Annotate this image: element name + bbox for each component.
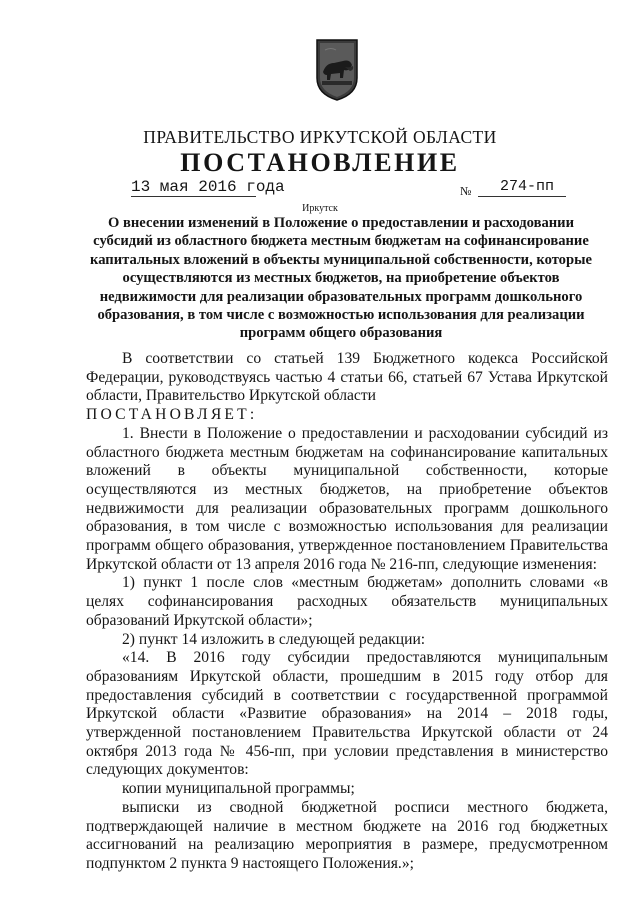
resolves-heading: ПОСТАНОВЛЯЕТ: [86,406,258,424]
document-type-heading: ПОСТАНОВЛЕНИЕ [180,148,460,177]
document-list-item-2: выписки из сводной бюджетной росписи местного бюджета, подтверждающей наличие в местном бюджете на 2016 год бюджетных ассигнований на реализацию мероприятия в размере, предусмотренном подпунктом 2 пункта 9 настоящего Положения.»; [86,798,608,872]
document-date: 13 мая 2016 года [131,178,285,196]
item-1-2-paragraph: 2) пункт 14 изложить в следующей редакции: [122,630,426,648]
preamble-paragraph: В соответствии со статьей 139 Бюджетного кодекса Российской Федерации, руководствуясь частью 4 статьи 66, статьей 67 Устава Иркутской области, Правительство Иркутской области [86,350,608,405]
item-1-paragraph: 1. Внести в Положение о предоставлении и расходовании субсидий из областного бюджета местным бюджетам на софинансирование капитальных вложений в объекты муниципальной собственности, которые осуществляются из местных бюджетов, на приобретение объектов недвижимости для реализации образовательных программ дошкольного образования, в том числе с возможностью использования для реализации программ общего образования, утвержденное постановлением Правительства Иркутской области от 13 апреля 2016 года № 216-пп, следующие изменения: [86,424,608,573]
item-1-1-paragraph: 1) пункт 1 после слов «местным бюджетам» дополнить словами «в целях софинансирования расходных обязательств муниципальных образований Иркутской области»; [86,574,608,629]
date-underline [131,196,256,197]
city-name: Иркутск [302,203,338,214]
government-name: ПРАВИТЕЛЬСТВО ИРКУТСКОЙ ОБЛАСТИ [143,127,497,147]
document-list-item-1: копии муниципальной программы; [122,780,355,798]
number-underline [478,196,566,197]
document-body [86,350,608,874]
document-number: 274-пп [500,178,555,195]
number-sign: № [460,184,472,198]
irkutsk-coat-of-arms-icon [314,38,360,102]
clause-14-paragraph: «14. В 2016 году субсидии предоставляются муниципальным образованиям Иркутской области, прошедшим в 2015 году отбор для предоставления субсидий в соответствии с государственной программой Иркутской области «Развитие образования» на 2014 – 2018 годы, утвержденной постановлением Правительства Иркутской области от 24 октября 2013 года № 456-пп, при условии представления в министерство следующих документов: [86,649,608,779]
document-title: О внесении изменений в Положение о предоставлении и расходовании субсидий из областного бюджета местным бюджетам на софинансирование капитальных вложений в объекты муниципальной собственности, которые осуществляются из местных бюджетов, на приобретение объектов недвижимости для реализации образовательных программ дошкольного образования, в том числе с возможностью использования для реализации программ общего образования [90,215,592,342]
